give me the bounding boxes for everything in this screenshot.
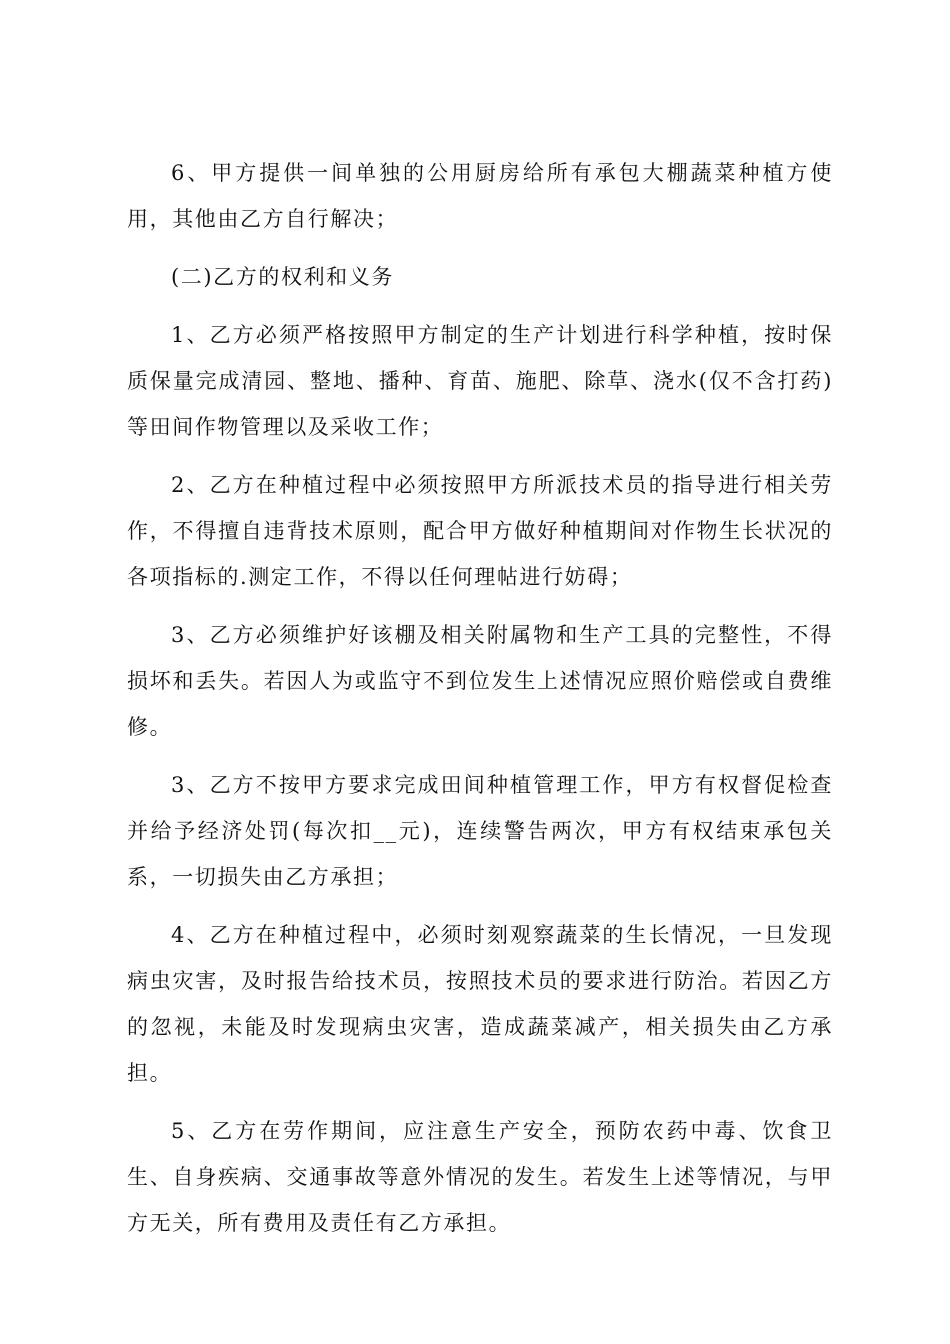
paragraph-item-5-safety: 5、乙方在劳作期间，应注意生产安全，预防农药中毒、饮食卫生、自身疾病、交通事故等意外情况的发生。若发生上述等情况，与甲方无关，所有费用及责任有乙方承担。 <box>127 1119 833 1235</box>
paragraph-item-4-pest-monitoring: 4、乙方在种植过程中，必须时刻观察蔬菜的生长情况，一旦发现病虫灾害，及时报告给技术员，按照技术员的要求进行防治。若因乙方的忽视，未能及时发现病虫灾害，造成蔬菜减产，相关损失由乙方承担。 <box>127 923 833 1085</box>
paragraph-item-2-technical-guidance: 2、乙方在种植过程中必须按照甲方所派技术员的指导进行相关劳作，不得擅自违背技术原则，配合甲方做好种植期间对作物生长状况的各项指标的.测定工作，不得以任何理帖进行妨碍； <box>127 473 833 589</box>
paragraph-item-6-kitchen: 6、甲方提供一间单独的公用厨房给所有承包大棚蔬菜种植方使用，其他由乙方自行解决； <box>127 161 833 231</box>
paragraph-item-3-penalty: 3、乙方不按甲方要求完成田间种植管理工作，甲方有权督促检查并给予经济处罚(每次扣__元)，连续警告两次，甲方有权结束承包关系，一切损失由乙方承担； <box>127 773 833 889</box>
paragraph-item-3-maintenance: 3、乙方必须维护好该棚及相关附属物和生产工具的完整性，不得损坏和丢失。若因人为或监守不到位发生上述情况应照价赔偿或自费维修。 <box>127 623 833 739</box>
paragraph-item-1-planting-plan: 1、乙方必须严格按照甲方制定的生产计划进行科学种植，按时保质保量完成清园、整地、播种、育苗、施肥、除草、浇水(仅不含打药)等田间作物管理以及采收工作； <box>127 323 833 439</box>
section-heading-party-b-rights: (二)乙方的权利和义务 <box>171 265 394 289</box>
document-body <box>127 150 833 1258</box>
